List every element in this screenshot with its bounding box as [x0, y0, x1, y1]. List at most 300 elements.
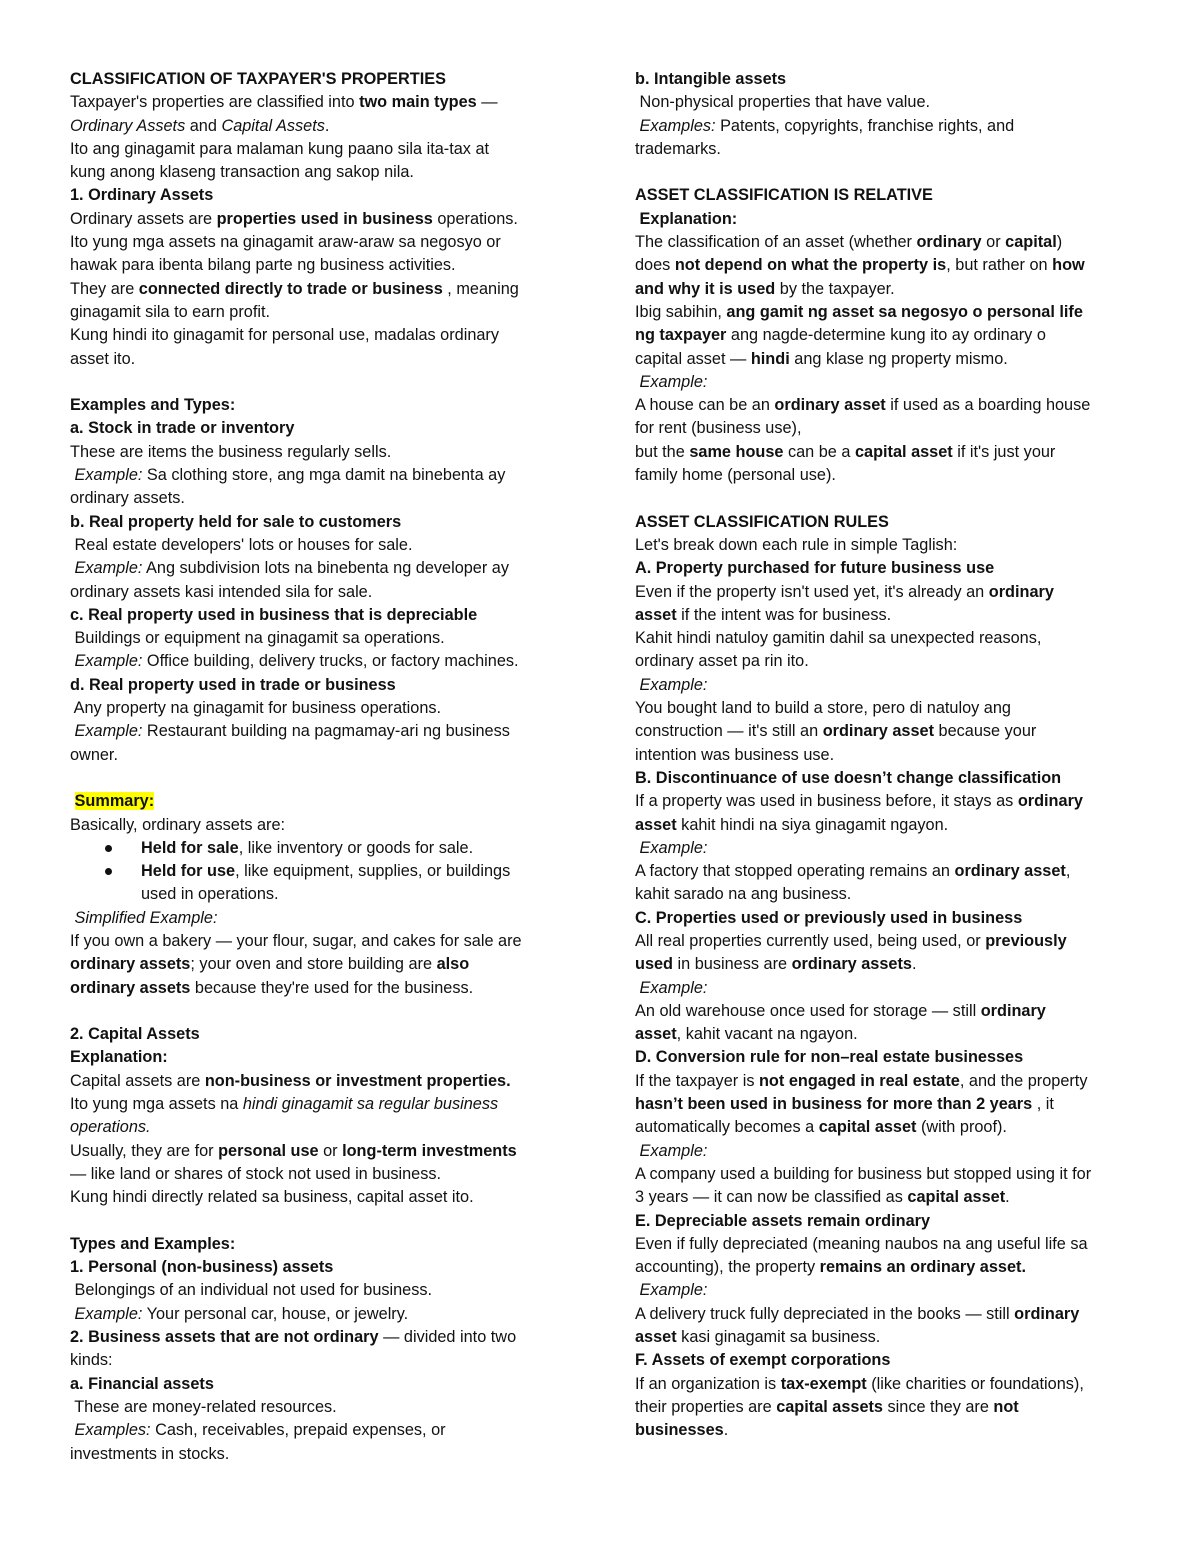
text-line [70, 744, 568, 767]
bold-text: remains an ordinary asset. [819, 1258, 1026, 1277]
text-line [70, 930, 568, 953]
text-span: capital asset — [635, 349, 751, 368]
text-line [635, 417, 1135, 440]
text-line [70, 534, 568, 557]
text-line [70, 161, 568, 184]
bold-text: two main types [359, 93, 477, 112]
text-line [70, 278, 568, 301]
text-line [70, 814, 568, 837]
text-line [70, 837, 568, 860]
bold-text: ordinary asset [954, 862, 1066, 881]
text-line [70, 1349, 568, 1372]
text-span: Even if fully depreciated (meaning naubos na ang useful life sa [635, 1234, 1088, 1253]
text-line [635, 581, 1135, 604]
text-span: Usually, they are for [70, 1141, 219, 1160]
text-span: A factory that stopped operating remains an [635, 862, 955, 881]
text-span: kasi ginagamit sa business. [676, 1328, 881, 1347]
bold-text: b. Real property held for sale to customers [70, 512, 402, 531]
text-span: but the [635, 442, 690, 461]
text-line [70, 511, 568, 534]
bold-text: Held for sale [141, 838, 239, 857]
text-line [635, 348, 1135, 371]
left-column [70, 68, 568, 1466]
text-span: since they are [883, 1397, 994, 1416]
text-line [70, 604, 568, 627]
text-span: , but rather on [946, 256, 1053, 275]
bold-text: not engaged in real estate [758, 1071, 960, 1090]
text-span: kahit hindi na siya ginagamit ngayon. [676, 815, 949, 834]
bold-text: and why it is used [635, 279, 776, 298]
blank-line [70, 1210, 568, 1233]
text-span: used in operations. [141, 885, 279, 904]
text-line [70, 91, 568, 114]
text-line [70, 324, 568, 347]
text-line [635, 1256, 1135, 1279]
text-line [635, 697, 1135, 720]
text-span: These are items the business regularly sells. [70, 442, 392, 461]
text-span: Kung hindi directly related sa business, capital asset ito. [70, 1188, 474, 1207]
text-span: family home (personal use). [635, 466, 836, 485]
bold-text: ordinary asset [822, 722, 935, 741]
text-span: Ang subdivision lots na binebenta ng developer ay [142, 559, 509, 578]
text-line [70, 1233, 568, 1256]
italic-text: Example: [635, 838, 708, 857]
text-line [635, 674, 1135, 697]
text-line [70, 650, 568, 673]
italic-text: operations. [70, 1118, 151, 1137]
text-span: They are [70, 279, 139, 298]
text-span: because your [934, 722, 1037, 741]
italic-text: Example: [70, 559, 143, 578]
bold-text: ng taxpayer [635, 326, 727, 345]
bold-text: Held for use [141, 862, 236, 881]
bold-text: asset [635, 815, 677, 834]
text-span: You bought land to build a store, pero di natuloy ang [635, 699, 1011, 718]
text-line [635, 1116, 1135, 1139]
blank-line [635, 487, 1135, 510]
text-line [635, 744, 1135, 767]
bold-text: d. Real property used in trade or business [70, 675, 396, 694]
bold-text: Explanation: [635, 209, 738, 228]
bold-text: 1. Ordinary Assets [70, 186, 214, 205]
text-line [70, 1373, 568, 1396]
text-span: (like charities or foundations), [866, 1374, 1084, 1393]
text-span: . [1005, 1188, 1010, 1207]
text-line [70, 254, 568, 277]
text-line [70, 1163, 568, 1186]
text-span: kahit sarado na ang business. [635, 885, 852, 904]
text-span: . [911, 955, 917, 974]
text-line [70, 627, 568, 650]
text-line [70, 1140, 568, 1163]
text-span: ordinary asset pa rin ito. [635, 652, 809, 671]
text-line [635, 254, 1135, 277]
bold-text: ang gamit ng asset sa negosyo o personal life [726, 302, 1083, 321]
italic-text: Example: [635, 675, 708, 694]
text-span: , meaning [442, 279, 519, 298]
bold-text: 2. Business assets that are not ordinary [70, 1328, 379, 1347]
text-span: Basically, ordinary assets are: [70, 815, 286, 834]
bold-text: B. Discontinuance of use doesn’t change classification [635, 768, 1062, 787]
text-span: automatically becomes a [635, 1118, 819, 1137]
bold-text: b. Intangible assets [635, 70, 787, 88]
bold-text: ordinary [916, 233, 982, 252]
text-span: can be a [783, 442, 855, 461]
text-line [70, 1046, 568, 1069]
text-span: , it [1032, 1095, 1054, 1114]
italic-text: Example: [635, 372, 708, 391]
text-line [635, 1419, 1135, 1442]
bold-text: D. Conversion rule for non–real estate businesses [635, 1048, 1024, 1067]
italic-text: hindi ginagamit sa regular business [242, 1095, 499, 1114]
text-line [635, 953, 1135, 976]
text-line [635, 650, 1135, 673]
blank-line [70, 1000, 568, 1023]
bold-text: ordinary asset [774, 396, 886, 415]
text-span: kinds: [70, 1351, 113, 1370]
text-span: owner. [70, 745, 118, 764]
bold-text: c. Real property used in business that is depreciable [70, 605, 478, 624]
text-span: ang nagde-determine kung ito ay ordinary o [726, 326, 1046, 345]
text-span: A house can be an [635, 396, 775, 415]
text-line [635, 1000, 1135, 1023]
text-line [70, 1023, 568, 1046]
text-span: Capital assets are [70, 1071, 205, 1090]
text-line [635, 557, 1135, 580]
italic-text: Example: [70, 722, 143, 741]
text-line [70, 68, 568, 91]
text-span: Ordinary assets are [70, 209, 217, 228]
blank-line [70, 767, 568, 790]
text-span: Any property na ginagamit for business operations. [70, 699, 442, 718]
bold-text: long-term investments [342, 1141, 517, 1160]
text-span: if it's just your [952, 442, 1056, 461]
text-span: ginagamit sila to earn profit. [70, 302, 271, 321]
text-line [635, 1326, 1135, 1349]
bold-text: properties used in business [216, 209, 433, 228]
italic-text: Example: [635, 978, 708, 997]
text-line [635, 91, 1135, 114]
bold-text: ordinary assets [70, 955, 191, 974]
bold-text: asset [635, 605, 677, 624]
bold-text: capital [1005, 233, 1057, 252]
text-line [70, 674, 568, 697]
text-line [635, 1093, 1135, 1116]
text-span: Patents, copyrights, franchise rights, and [715, 116, 1015, 135]
text-span: 3 years — it can now be classified as [635, 1188, 908, 1207]
bold-text: how [1052, 256, 1085, 275]
text-line [70, 883, 568, 906]
text-line [635, 627, 1135, 650]
text-span: if the intent was for business. [676, 605, 892, 624]
bold-text: a. Financial assets [70, 1374, 214, 1393]
bold-text: ASSET CLASSIFICATION RULES [635, 512, 889, 531]
highlighted-label: Summary: [74, 792, 155, 811]
text-line [635, 790, 1135, 813]
text-span: Non-physical properties that have value. [635, 93, 931, 112]
text-span: Kung hindi ito ginagamit for personal use, madalas ordinary [70, 326, 499, 345]
text-span: An old warehouse once used for storage — still [635, 1001, 981, 1020]
text-line [70, 1186, 568, 1209]
text-span: for rent (business use), [635, 419, 802, 438]
text-span: Office building, delivery trucks, or factory machines. [142, 652, 519, 671]
text-line [70, 1093, 568, 1116]
text-line [635, 930, 1135, 953]
text-span: kung anong klaseng transaction ang sakop nila. [70, 163, 414, 182]
text-span: investments in stocks. [70, 1444, 230, 1463]
italic-text: Example: [70, 466, 143, 485]
text-span: . [723, 1421, 729, 1440]
text-line [70, 441, 568, 464]
text-span: asset ito. [70, 349, 136, 368]
text-span: A company used a building for business but stopped using it for [635, 1164, 1092, 1183]
bold-text: capital asset [907, 1188, 1006, 1207]
text-span: If the taxpayer is [635, 1071, 759, 1090]
text-line [70, 720, 568, 743]
text-line [635, 68, 1135, 91]
bold-text: 1. Personal (non-business) assets [70, 1258, 334, 1277]
text-line [70, 115, 568, 138]
text-span: Ito yung mga assets na ginagamit araw-araw sa negosyo or [70, 233, 501, 252]
italic-text: Ordinary Assets [70, 116, 186, 135]
italic-text: Examples: [70, 1421, 151, 1440]
text-line [70, 697, 568, 720]
text-span: or [981, 233, 1006, 252]
text-span: , like equipment, supplies, or buildings [235, 862, 511, 881]
italic-text: Capital Assets [221, 116, 325, 135]
text-line [635, 1396, 1135, 1419]
text-span: Ito yung mga assets na [70, 1095, 243, 1114]
text-line [635, 977, 1135, 1000]
text-span [70, 792, 75, 810]
text-span: — like land or shares of stock not used in business. [70, 1164, 442, 1183]
text-line [635, 1303, 1135, 1326]
text-span: by the taxpayer. [775, 279, 895, 298]
text-span: accounting), the property [635, 1258, 820, 1277]
text-line [70, 348, 568, 371]
text-span: ) [1056, 233, 1063, 252]
bold-text: a. Stock in trade or inventory [70, 419, 295, 438]
text-line [70, 1116, 568, 1139]
bold-text: ordinary [980, 1001, 1046, 1020]
text-line [635, 1186, 1135, 1209]
text-line [635, 1233, 1135, 1256]
text-span: Ibig sabihin, [635, 302, 727, 321]
text-line [635, 208, 1135, 231]
text-line [70, 557, 568, 580]
text-span: — [476, 93, 498, 112]
blank-line [70, 371, 568, 394]
text-span: Belongings of an individual not used for business. [70, 1281, 433, 1300]
text-line [70, 231, 568, 254]
text-line [635, 883, 1135, 906]
text-line [70, 907, 568, 930]
text-line [635, 1210, 1135, 1233]
text-span: Restaurant building na pagmamay-ari ng business [142, 722, 510, 741]
bold-text: ordinary assets [791, 955, 912, 974]
bold-text: Types and Examples: [70, 1234, 236, 1253]
text-span: , and the property [959, 1071, 1088, 1090]
bold-text: asset [635, 1025, 677, 1044]
text-span: The classification of an asset (whether [635, 233, 917, 252]
text-span: If an organization is [635, 1374, 781, 1393]
text-span: if used as a boarding house [885, 396, 1091, 415]
bold-text: tax-exempt [780, 1374, 867, 1393]
text-line [70, 184, 568, 207]
italic-text: Example: [635, 1141, 708, 1160]
text-span: in business are [673, 955, 792, 974]
text-line [70, 1256, 568, 1279]
bold-text: ordinary [988, 582, 1054, 601]
bold-text: Explanation: [70, 1048, 168, 1067]
bold-text: used [635, 955, 674, 974]
text-line [635, 301, 1135, 324]
text-line [635, 1046, 1135, 1069]
text-span: hawak para ibenta bilang parte ng business activities. [70, 256, 456, 275]
text-line [70, 1070, 568, 1093]
text-line [635, 534, 1135, 557]
text-line [635, 231, 1135, 254]
text-span: If a property was used in business before, it stays as [635, 792, 1018, 811]
text-line [635, 1070, 1135, 1093]
bold-text: hasn’t been used in business for more than 2 years [635, 1095, 1033, 1114]
text-span: , like inventory or goods for sale. [238, 838, 474, 857]
text-line [70, 1396, 568, 1419]
italic-text: Simplified Example: [70, 908, 218, 927]
text-span: Real estate developers' lots or houses for sale. [70, 535, 413, 554]
text-line [635, 441, 1135, 464]
text-line [635, 464, 1135, 487]
text-line [70, 394, 568, 417]
text-span: Buildings or equipment na ginagamit sa operations. [70, 629, 445, 648]
text-line [635, 907, 1135, 930]
text-line [70, 487, 568, 510]
text-span: their properties are [635, 1397, 777, 1416]
text-line [635, 1140, 1135, 1163]
text-line [635, 278, 1135, 301]
bold-text: same house [689, 442, 784, 461]
text-line [635, 1023, 1135, 1046]
bold-text: F. Assets of exempt corporations [635, 1351, 891, 1370]
text-line [70, 464, 568, 487]
text-span: trademarks. [635, 139, 721, 158]
text-line [635, 1279, 1135, 1302]
text-line [70, 1303, 568, 1326]
text-span: ; your oven and store building are [190, 955, 437, 974]
text-line [635, 324, 1135, 347]
text-span: Your personal car, house, or jewelry. [142, 1304, 409, 1323]
text-span: — divided into two [378, 1328, 517, 1347]
bold-text: ASSET CLASSIFICATION IS RELATIVE [635, 186, 933, 205]
bold-text: not [993, 1397, 1019, 1416]
bold-text: connected directly to trade or business [138, 279, 443, 298]
text-line [635, 371, 1135, 394]
text-span: Taxpayer's properties are classified into [70, 93, 360, 112]
text-span: Cash, receivables, prepaid expenses, or [150, 1421, 446, 1440]
bold-text: A. Property purchased for future business use [635, 559, 995, 578]
text-span: Kahit hindi natuloy gamitin dahil sa unexpected reasons, [635, 629, 1042, 648]
bold-text: businesses [635, 1421, 724, 1440]
text-line [70, 301, 568, 324]
bold-text: capital asset [854, 442, 953, 461]
text-span: or [318, 1141, 343, 1160]
text-line [635, 1373, 1135, 1396]
bold-text: E. Depreciable assets remain ordinary [635, 1211, 931, 1230]
text-line [635, 720, 1135, 743]
text-line [635, 860, 1135, 883]
bold-text: ordinary [1014, 1304, 1080, 1323]
text-line [70, 1326, 568, 1349]
text-line [635, 394, 1135, 417]
text-line [70, 581, 568, 604]
text-line [635, 1163, 1135, 1186]
italic-text: Example: [635, 1281, 708, 1300]
text-span: does [635, 256, 675, 275]
text-line [70, 417, 568, 440]
text-span: These are money-related resources. [70, 1397, 337, 1416]
text-line [635, 138, 1135, 161]
text-line [635, 814, 1135, 837]
blank-line [635, 161, 1135, 184]
italic-text: Example: [70, 652, 143, 671]
text-line [635, 115, 1135, 138]
bold-text: CLASSIFICATION OF TAXPAYER'S PROPERTIES [70, 70, 446, 88]
text-line [635, 767, 1135, 790]
text-span: A delivery truck fully depreciated in the books — still [635, 1304, 1015, 1323]
text-span: , [1065, 862, 1071, 881]
text-span: and [185, 116, 222, 135]
bold-text: not depend on what the property is [674, 256, 947, 275]
text-span: because they're used for the business. [190, 978, 474, 997]
text-line [70, 1443, 568, 1466]
text-span: Let's break down each rule in simple Taglish: [635, 535, 958, 554]
text-span: operations. [432, 209, 518, 228]
text-span: ordinary assets. [70, 489, 185, 508]
text-span: . [324, 116, 330, 135]
text-line [70, 977, 568, 1000]
bold-text: ordinary [1017, 792, 1083, 811]
bold-text: asset [635, 1328, 677, 1347]
bold-text: capital asset [818, 1118, 917, 1137]
italic-text: Example: [70, 1304, 143, 1323]
bold-text: previously [985, 931, 1067, 950]
text-line [635, 511, 1135, 534]
bold-text: 2. Capital Assets [70, 1025, 200, 1044]
text-span: ang klase ng property mismo. [789, 349, 1008, 368]
text-line [70, 953, 568, 976]
text-span: All real properties currently used, being used, or [635, 931, 986, 950]
bold-text: capital assets [776, 1397, 883, 1416]
text-line [635, 184, 1135, 207]
text-span: intention was business use. [635, 745, 835, 764]
bold-text: C. Properties used or previously used in business [635, 908, 1023, 927]
text-line [70, 1419, 568, 1442]
text-span: Ito ang ginagamit para malaman kung paano sila ita-tax at [70, 139, 490, 158]
text-span: , kahit vacant na ngayon. [676, 1025, 858, 1044]
text-span: Sa clothing store, ang mga damit na binebenta ay [142, 466, 506, 485]
text-span: construction — it's still an [635, 722, 823, 741]
text-span: (with proof). [916, 1118, 1007, 1137]
text-line [70, 1279, 568, 1302]
bold-text: Examples and Types: [70, 396, 236, 415]
text-span: ordinary assets kasi intended sila for sale. [70, 582, 373, 601]
bold-text: hindi [750, 349, 790, 368]
bold-text: also [436, 955, 470, 974]
text-line [70, 860, 568, 883]
bold-text: personal use [218, 1141, 319, 1160]
text-line [70, 138, 568, 161]
text-line [635, 604, 1135, 627]
